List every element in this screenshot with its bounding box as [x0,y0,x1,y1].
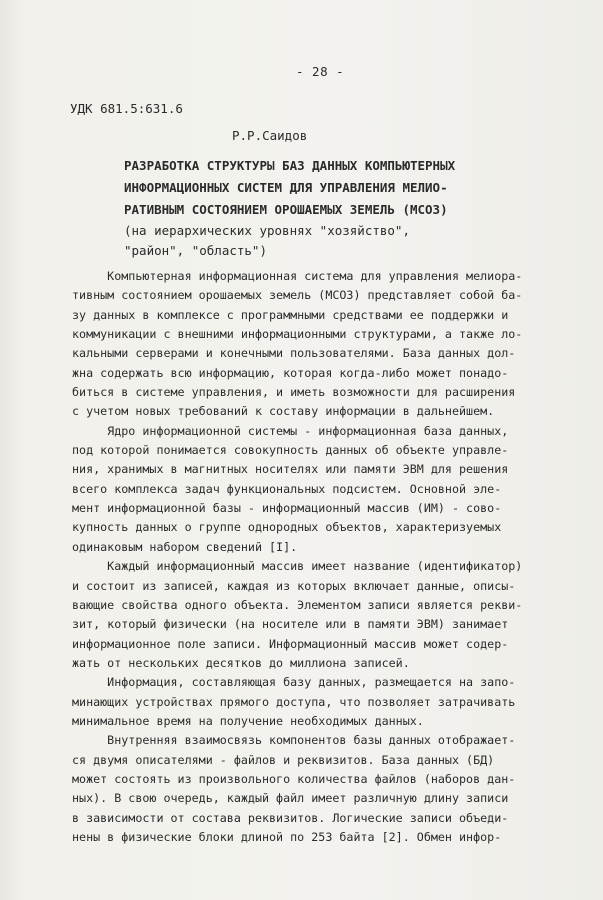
body-line: тивным состоянием орошаемых земель (МСОЗ) представляет собой ба- [72,288,523,303]
title-line: РАЗРАБОТКА СТРУКТУРЫ БАЗ ДАННЫХ КОМПЬЮТЕРНЫХ [124,158,456,173]
body-line: с учетом новых требований к составу информации в дальнейшем. [72,404,495,419]
body-line: ся двумя описателями - файлов и реквизитов. База данных (БД) [72,752,495,767]
body-line: Внутренняя взаимосвязь компонентов базы данных отображает- [72,733,516,748]
subtitle-line: (на иерархических уровнях "хозяйство", [124,223,410,238]
body-line: и состоит из записей, каждая из которых включает данные, описы- [72,578,516,593]
page-number: - 28 - [296,64,345,79]
body-line: под которой понимается совокупность данных об объекте управле- [72,443,509,458]
body-line: Информация, составляющая базу данных, размещается на запо- [72,675,516,690]
body-line: биться в системе управления, и иметь возможности для расширения [72,385,516,400]
body-line: минающих устройствах прямого доступа, что позволяет затрачивать [72,694,516,709]
body-line: кальными серверами и конечными пользователями. База данных дол- [72,346,516,361]
body-line: жна содержать всю информацию, которая когда-либо может понадо- [72,365,509,380]
body-line: информационное поле записи. Информационный массив может содер- [72,636,509,651]
body-line: Ядро информационной системы - информационная база данных, [72,423,509,438]
body-line: ных). В свою очередь, каждый файл имеет различную длину записи [72,791,509,806]
body-line: одинаковым набором сведений [I]. [72,539,298,554]
body-line: нены в физические блоки длиной по 253 байта [2]. Обмен инфор- [72,829,502,844]
body-line: жать от нескольких десятков до миллиона записей. [72,655,410,670]
article-subtitle [124,221,410,261]
udk-code: УДК 681.5:631.6 [70,101,183,116]
article-title [124,155,455,221]
body-line: минимальное время на получение необходимых данных. [72,713,424,728]
body-line: зу данных в комплексе с программными средствами ее поддержки и [72,307,509,322]
body-line: вающие свойства одного объекта. Элементом записи является рекви- [72,597,523,612]
body-line: зит, который физически (на носителе или в памяти ЭВМ) занимает [72,617,509,632]
title-line: ИНФОРМАЦИОННЫХ СИСТЕМ ДЛЯ УПРАВЛЕНИЯ МЕЛИО- [124,180,448,195]
body-line: коммуникации с внешними информационными структурами, а также ло- [72,327,523,342]
subtitle-line: "район", "область") [124,243,267,258]
body-line: в зависимости от состава реквизитов. Логические записи объеди- [72,810,509,825]
body-line: может состоять из произвольного количества файлов (наборов дан- [72,771,516,786]
body-line: ния, хранимых в магнитных носителях или памяти ЭВМ для решения [72,462,509,477]
title-line: РАТИВНЫМ СОСТОЯНИЕМ ОРОШАЕМЫХ ЗЕМЕЛЬ (МСОЗ) [124,202,448,217]
body-line: всего комплекса задач функциональных подсистем. Основной эле- [72,481,502,496]
body-line: мент информационной базы - информационный массив (ИМ) - сово- [72,501,502,516]
body-line: Компьютерная информационная система для управления мелиора- [72,269,523,283]
article-body [72,267,592,847]
author-name: Р.Р.Саидов [232,128,308,143]
body-line: купность данных о группе однородных объектов, характеризуемых [72,520,502,535]
body-line: Каждый информационный массив имеет название (идентификатор) [72,559,523,574]
